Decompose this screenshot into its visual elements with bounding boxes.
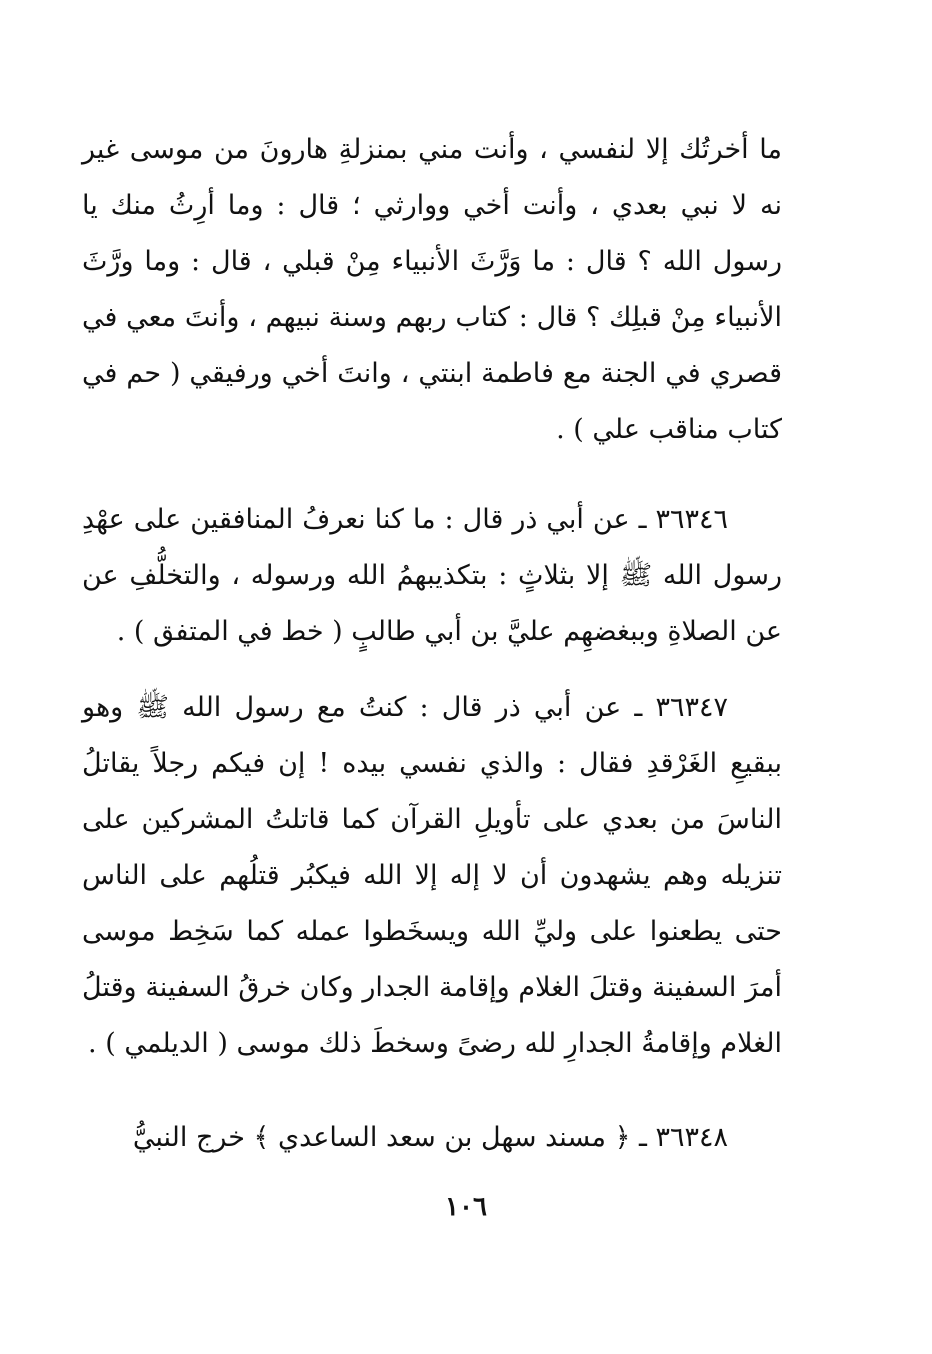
paragraph-hadith-36348: ٣٦٣٤٨ ـ ﴿ مسند سهل بن سعد الساعدي ﴾ خرج النبيُّ [132,1122,728,1153]
paragraph-hadith-continuation: ما أخرتُك إلا لنفسي ، وأنت مني بمنزلةِ هارونَ من موسى غير نه لا نبي بعدي ، وأنت أخي ووارثي ؛ قال : وما أرِثُ منك يا رسول الله ؟ قال : ما وَرَّثَ الأنبياء مِنْ قبلي ، قال : وما ورَّثَ الأنبياء مِنْ قبلِك ؟ قال : كتاب ربهم وسنة نبيهم ، وأنتَ معي في قصري في الجنة مع فاطمة ابنتي ، وانتَ أخي ورفيقي ( حم في كتاب مناقب علي ) . [82,134,782,445]
page-number: ١٠٦ [445,1192,487,1222]
paragraph-hadith-36346: ٣٦٣٤٦ ـ عن أبي ذر قال : ما كنا نعرفُ المنافقين على عهْدِ رسول الله ﷺ إلا بثلاثٍ : بتكذيبهمُ الله ورسوله ، والتخلُّفِ عن عن الصلاةِ وببغضهِم عليَّ بن أبي طالبٍ ( خط في المتفق ) . [82,504,782,647]
paragraph-hadith-36347: ٣٦٣٤٧ ـ عن أبي ذر قال : كنتُ مع رسول الله ﷺ وهو ببقيعِ الغَرْقدِ فقال : والذي نفسي بيده ! إن فيكم رجلاً يقاتلُ الناسَ من بعدي على تأويلِ القرآن كما قاتلتُ المشركين على تنزيله وهم يشهدون أن لا إله إلا الله فيكبُر قتلُهم على الناس حتى يطعنوا على وليِّ الله ويسخَطوا عمله كما سَخِط موسى أمرَ السفينة وقتلَ الغلام وإقامة الجدار وكان خرقُ السفينة وقتلُ الغلام وإقامةُ الجدارِ لله رضىً وسخطَ ذلك موسى ( الديلمي ) . [82,692,782,1059]
